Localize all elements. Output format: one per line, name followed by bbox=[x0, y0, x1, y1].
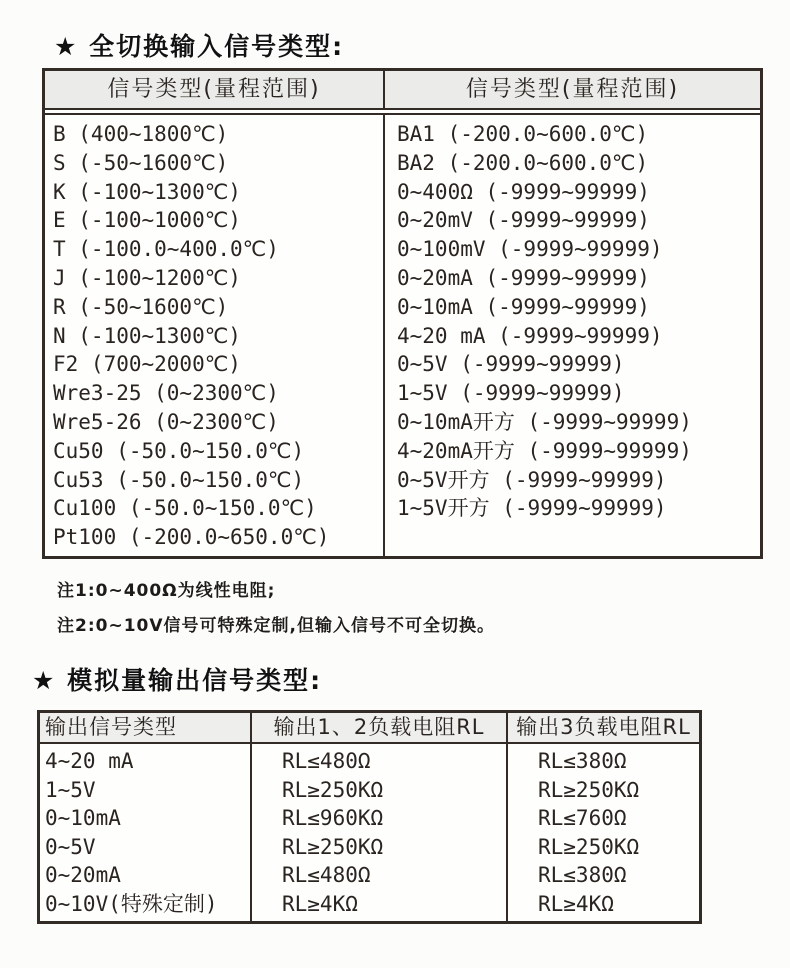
output-signal-type-cell: 0~10mA bbox=[45, 806, 121, 830]
output-table-header-load-12: 输出1、2负载电阻RL bbox=[252, 713, 508, 742]
input-signal-row: 0~10mA开方 (-9999~99999) bbox=[397, 409, 692, 434]
input-signal-table bbox=[42, 68, 763, 559]
input-signal-row: Wre5-26 (0~2300℃) bbox=[53, 409, 279, 434]
input-signal-row: Wre3-25 (0~2300℃) bbox=[53, 381, 279, 406]
input-table-header-right: 信号类型(量程范围) bbox=[465, 77, 680, 102]
output-load-3-cell: RL≥250KΩ bbox=[538, 834, 640, 859]
input-signal-types-title: ★ 全切换输入信号类型: bbox=[54, 32, 345, 61]
input-signal-row: 0~400Ω (-9999~99999) bbox=[397, 179, 650, 204]
output-load-3-cell: RL≤380Ω bbox=[538, 749, 627, 773]
input-signal-row: 0~5V (-9999~99999) bbox=[397, 352, 625, 377]
output-load-3-cell: RL≤380Ω bbox=[538, 863, 627, 887]
input-signal-row: J (-100~1200℃) bbox=[53, 265, 241, 290]
output-table-header-row bbox=[40, 713, 699, 744]
output-signal-type-cell: 0~20mA bbox=[45, 863, 121, 887]
output-table-load-3-column bbox=[508, 744, 699, 921]
input-signal-row: 0~100mV (-9999~99999) bbox=[397, 237, 663, 262]
note-2: 注2:0~10V信号可特殊定制,但输入信号不可全切换。 bbox=[57, 616, 495, 636]
input-signal-row: E (-100~1000℃) bbox=[53, 208, 241, 233]
input-signal-row: B (400~1800℃) bbox=[53, 122, 229, 146]
input-signal-row: N (-100~1300℃) bbox=[53, 323, 241, 348]
output-load-12-cell: RL≤480Ω bbox=[282, 863, 371, 887]
output-signal-type-cell: 0~10V(特殊定制) bbox=[45, 891, 218, 916]
input-signal-row: BA1 (-200.0~600.0℃) bbox=[397, 122, 649, 146]
input-signal-table-body bbox=[45, 113, 760, 556]
input-signal-row: T (-100.0~400.0℃) bbox=[53, 237, 279, 262]
input-table-header-left: 信号类型(量程范围) bbox=[45, 71, 385, 108]
input-table-right-column bbox=[385, 115, 760, 556]
output-table-load-12-column bbox=[252, 744, 508, 921]
input-signal-row: Pt100 (-200.0~650.0℃) bbox=[53, 525, 330, 550]
input-signal-row: S (-50~1600℃) bbox=[53, 150, 229, 175]
output-load-12-cell: RL≤480Ω bbox=[282, 749, 371, 773]
output-load-12-cell: RL≥4KΩ bbox=[282, 891, 358, 916]
output-table-header-load-3: 输出3负载电阻RL bbox=[516, 715, 691, 739]
input-signal-row: 0~5V开方 (-9999~99999) bbox=[397, 467, 667, 492]
input-signal-row: 0~10mA (-9999~99999) bbox=[397, 294, 650, 319]
input-signal-row: Cu53 (-50.0~150.0℃) bbox=[53, 467, 305, 492]
output-table-body bbox=[40, 744, 699, 921]
input-signal-row: BA2 (-200.0~600.0℃) bbox=[397, 150, 649, 175]
output-table-signal-type-column bbox=[40, 744, 252, 921]
input-signal-row: 4~20mA开方 (-9999~99999) bbox=[397, 438, 692, 463]
input-signal-row: Cu100 (-50.0~150.0℃) bbox=[53, 496, 317, 521]
output-load-12-cell: RL≤960KΩ bbox=[282, 806, 384, 830]
output-load-3-cell: RL≤760Ω bbox=[538, 806, 627, 830]
input-table-left-column bbox=[45, 115, 385, 556]
input-signal-row: 1~5V开方 (-9999~99999) bbox=[397, 496, 667, 521]
analog-output-types-title: ★ 模拟量输出信号类型: bbox=[32, 666, 323, 695]
input-signal-table-header-row bbox=[45, 71, 760, 110]
output-table-header-signal-type: 输出信号类型 bbox=[40, 713, 252, 742]
input-signal-row: Cu50 (-50.0~150.0℃) bbox=[53, 438, 305, 463]
input-signal-row: 0~20mA (-9999~99999) bbox=[397, 265, 650, 290]
input-signal-row: R (-50~1600℃) bbox=[53, 294, 229, 319]
output-load-12-cell: RL≥250KΩ bbox=[282, 777, 384, 802]
input-signal-row: F2 (700~2000℃) bbox=[53, 352, 241, 377]
input-signal-row: 1~5V (-9999~99999) bbox=[397, 381, 625, 406]
output-load-3-cell: RL≥250KΩ bbox=[538, 777, 640, 802]
analog-output-table bbox=[37, 710, 702, 924]
input-signal-row: 4~20 mA (-9999~99999) bbox=[397, 323, 663, 348]
output-signal-type-cell: 1~5V bbox=[45, 777, 96, 802]
output-load-12-cell: RL≥250KΩ bbox=[282, 834, 384, 859]
input-signal-row: K (-100~1300℃) bbox=[53, 179, 241, 204]
input-signal-row: 0~20mV (-9999~99999) bbox=[397, 208, 650, 233]
note-1: 注1:0~400Ω为线性电阻; bbox=[57, 581, 276, 601]
output-signal-type-cell: 0~5V bbox=[45, 834, 96, 859]
output-signal-type-cell: 4~20 mA bbox=[45, 749, 134, 773]
output-load-3-cell: RL≥4KΩ bbox=[538, 891, 614, 916]
